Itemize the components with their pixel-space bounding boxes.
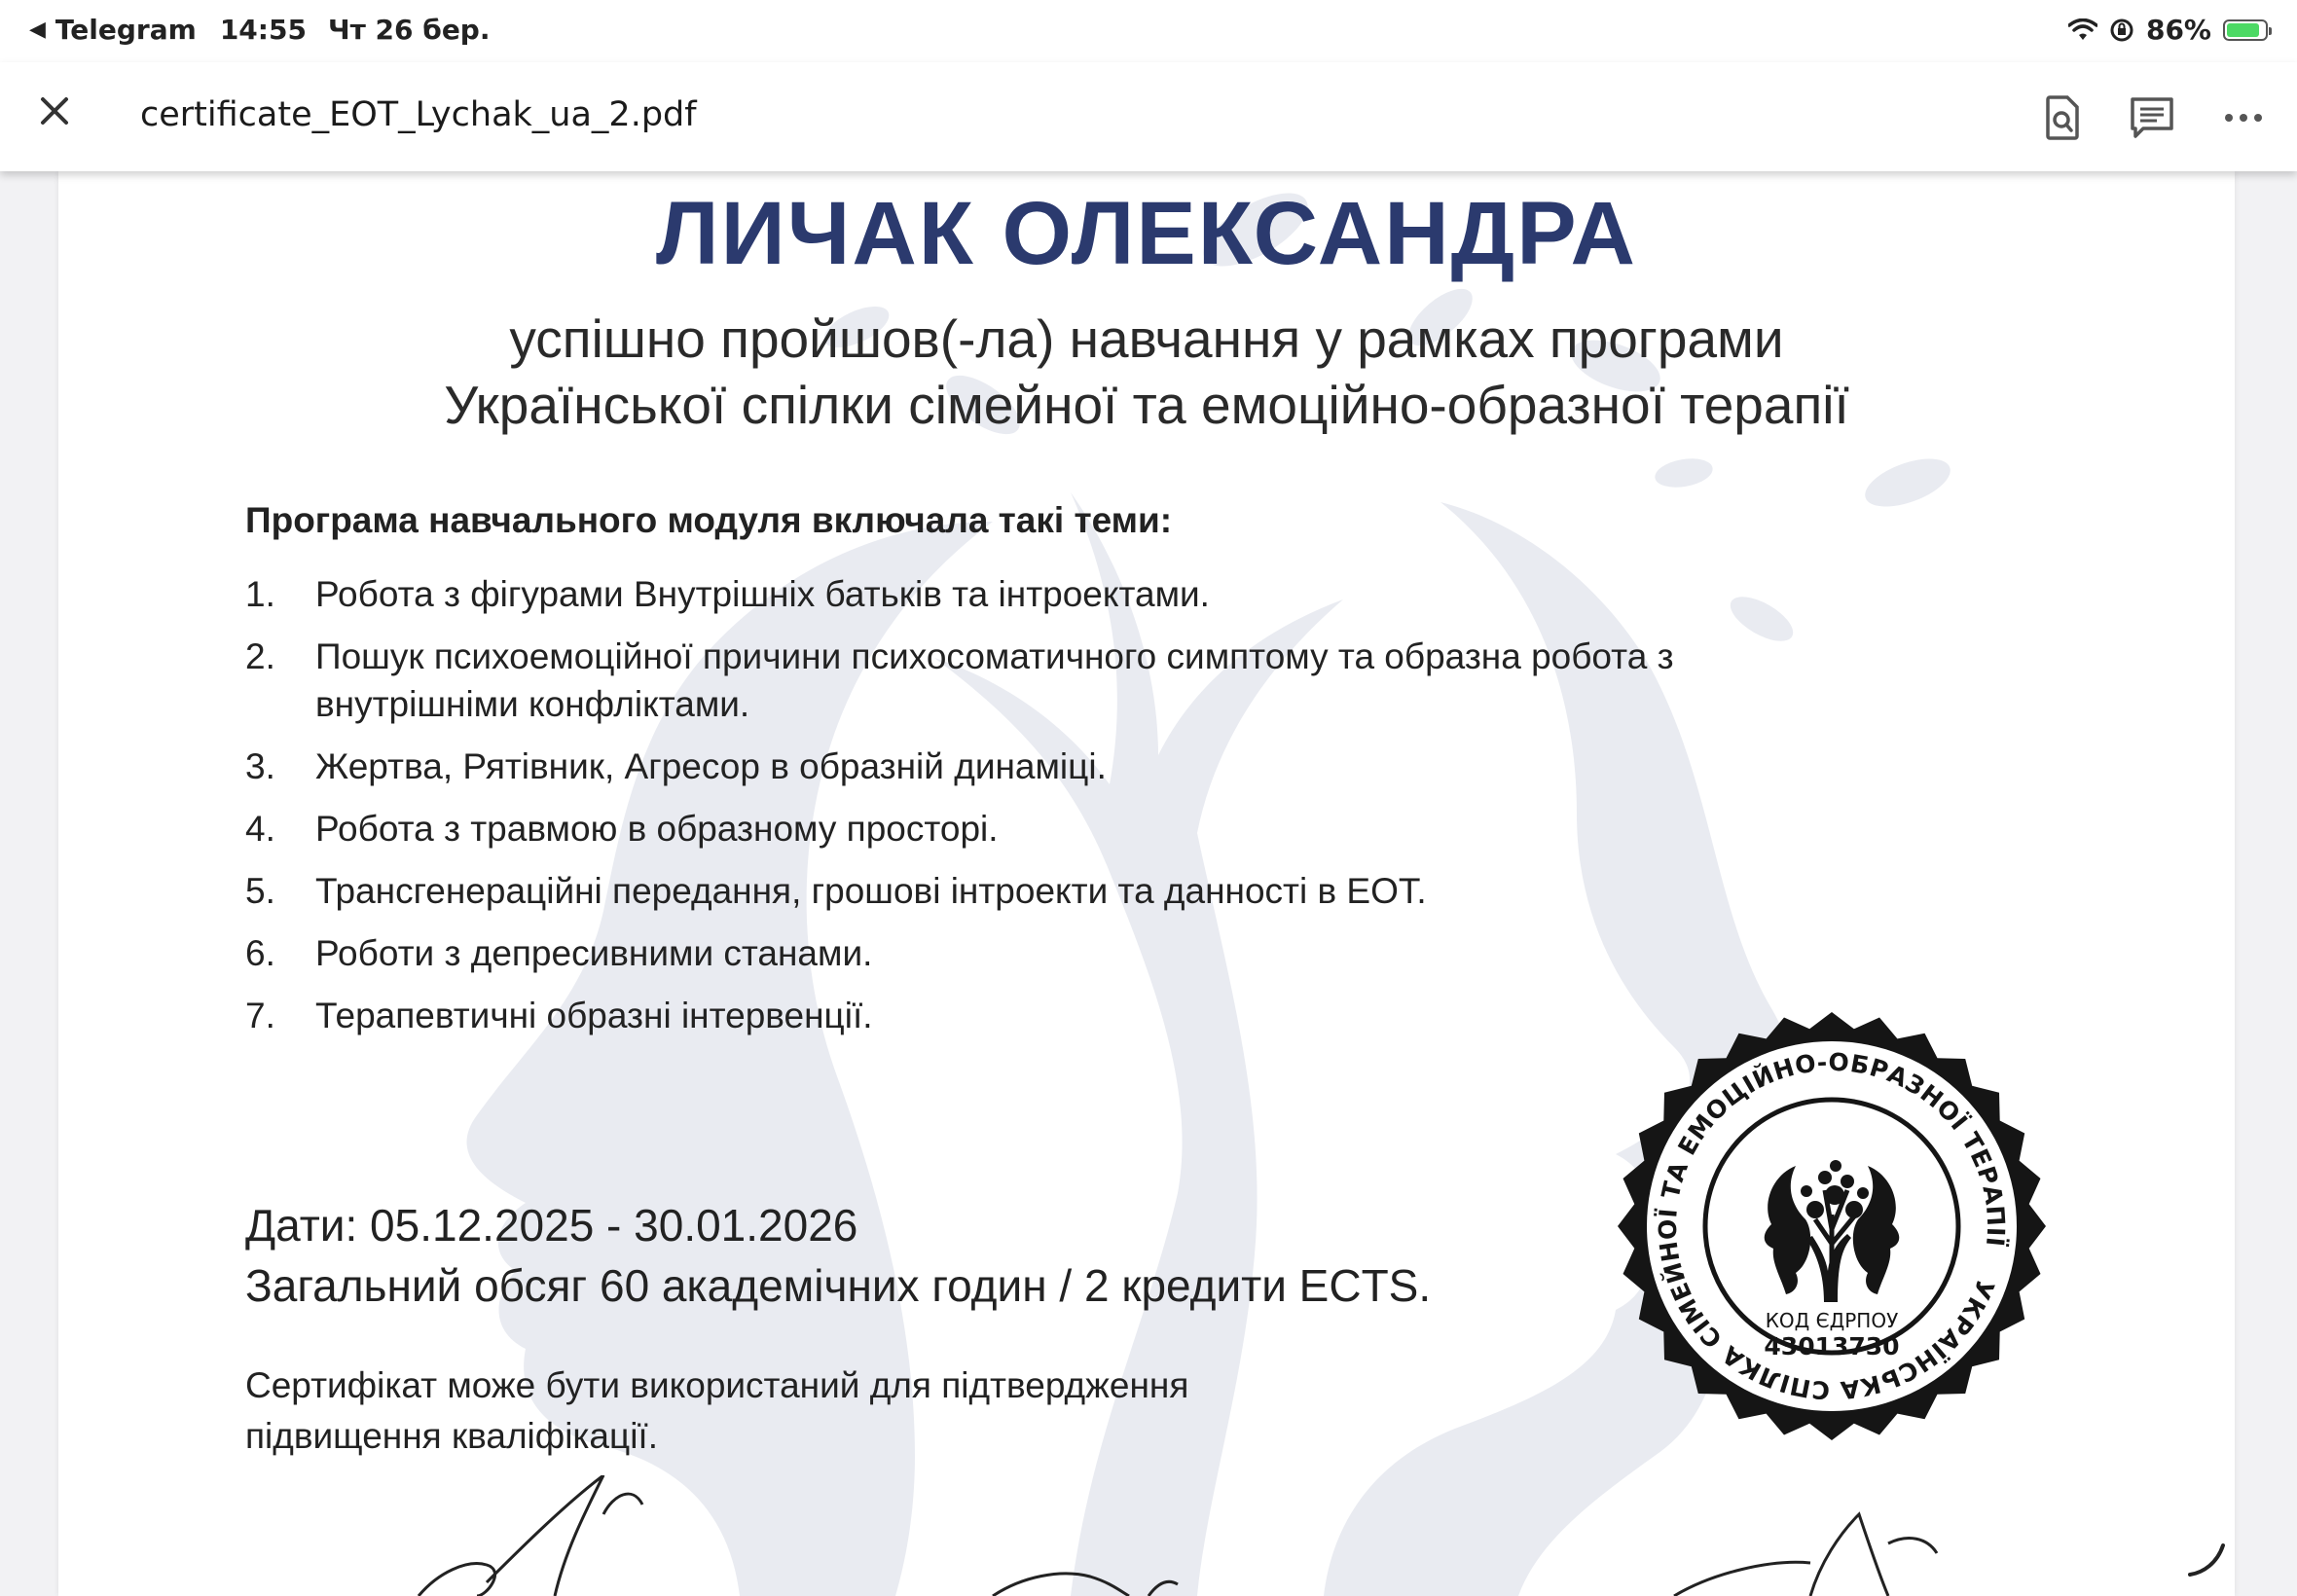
more-button[interactable] <box>2219 93 2268 142</box>
topics-list <box>245 570 1822 1054</box>
volume-line: Загальний обсяг 60 академічних годин / 2 кредити ECTS. <box>245 1260 1432 1311</box>
recipient-name: ЛИЧАК ОЛЕКСАНДРА <box>656 184 1637 283</box>
topic-text: Трансгенераційні передання, грошові інтроекти та данності в ЕОТ. <box>315 871 1427 911</box>
battery-fill <box>2227 23 2259 37</box>
usage-note <box>245 1360 1511 1462</box>
topic-item <box>245 805 1822 852</box>
subtitle-line-1: успішно пройшов(-ла) навчання у рамках програми <box>509 308 1784 369</box>
topic-number: 4. <box>245 809 275 849</box>
dates-block <box>245 1195 1431 1316</box>
search-document-button[interactable] <box>2038 93 2087 142</box>
topic-text: Пошук психоемоційної причини психосоматичного симптому та образна робота з внутрішніми конфліктами. <box>315 636 1674 724</box>
topic-number: 5. <box>245 871 275 911</box>
signatures <box>58 1475 2235 1596</box>
clock-time: 14:55 <box>219 14 307 46</box>
close-icon <box>35 91 74 130</box>
comment-button[interactable] <box>2128 93 2176 142</box>
document-filename: certificate_EOT_Lychak_ua_2.pdf <box>140 95 697 134</box>
signature-2 <box>993 1574 1178 1596</box>
note-line-2: підвищення кваліфікації. <box>245 1416 658 1456</box>
dates-line: Дати: 05.12.2025 - 30.01.2026 <box>245 1200 858 1251</box>
topic-number: 2. <box>245 636 275 676</box>
note-line-1: Сертифікат може бути використаний для підтвердження <box>245 1365 1189 1405</box>
back-arrow-icon[interactable]: ◀ <box>29 18 46 42</box>
search-document-icon <box>2038 93 2087 142</box>
document-toolbar <box>0 62 2297 171</box>
organization-seal <box>1616 1010 2048 1442</box>
topic-item <box>245 867 1822 915</box>
topic-item <box>245 633 1822 728</box>
subtitle-line-2: Української спілки сімейної та емоційно-образної терапії <box>444 375 1849 435</box>
more-icon <box>2219 93 2268 142</box>
comment-icon <box>2128 93 2176 142</box>
topic-text: Робота з фігурами Внутрішніх батьків та інтроектами. <box>315 574 1210 614</box>
signature-3 <box>1674 1514 1937 1596</box>
topic-item <box>245 992 1822 1039</box>
topic-text: Роботи з депресивними станами. <box>315 933 873 973</box>
orientation-lock-icon <box>2109 18 2134 43</box>
topic-text: Робота з травмою в образному просторі. <box>315 809 999 849</box>
status-bar-right <box>2068 14 2268 46</box>
battery-icon <box>2223 19 2268 41</box>
close-button[interactable] <box>31 91 78 138</box>
pdf-page[interactable] <box>58 171 2235 1596</box>
back-to-app-link[interactable]: Telegram <box>55 14 197 46</box>
seal-ring-text: УКРАЇНСЬКА СПІЛКА СІМЕЙНОЇ ТА ЕМОЦІЙНО-ОБРАЗНОЇ ТЕРАПІЇ <box>1653 1047 2011 1405</box>
battery-percent: 86% <box>2145 14 2211 46</box>
status-bar <box>0 0 2297 62</box>
wifi-icon <box>2068 18 2097 42</box>
seal-code-value: 43013730 <box>1764 1332 1900 1360</box>
topic-number: 3. <box>245 746 275 786</box>
topic-item <box>245 929 1822 977</box>
status-bar-left <box>29 14 491 46</box>
topic-text: Жертва, Рятівник, Агресор в образній динаміці. <box>315 746 1107 786</box>
topic-number: 1. <box>245 574 275 614</box>
topic-number: 7. <box>245 996 275 1035</box>
topic-text: Терапевтичні образні інтервенції. <box>315 996 873 1035</box>
topic-number: 6. <box>245 933 275 973</box>
seal-code-label: КОД ЄДРПОУ <box>1765 1309 1899 1332</box>
clock-date: Чт 26 бер. <box>327 14 491 46</box>
topic-item <box>245 743 1822 790</box>
signature-1 <box>419 1475 642 1596</box>
page-resize-corner-icon <box>2184 1540 2227 1578</box>
program-heading: Програма навчального модуля включала такі теми: <box>245 500 1173 540</box>
topic-item <box>245 570 1822 618</box>
